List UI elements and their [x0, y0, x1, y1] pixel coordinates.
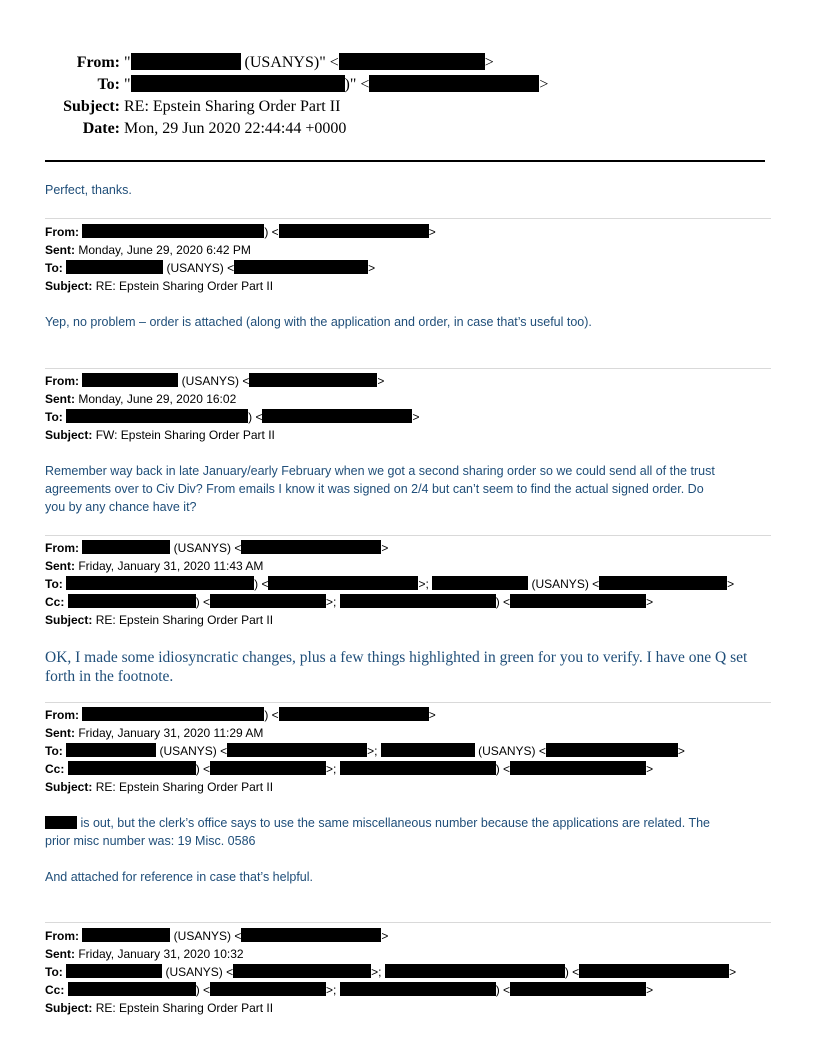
m3-sent: Sent: Friday, January 31, 2020 11:43 AM [45, 559, 264, 573]
redaction [66, 409, 248, 423]
redaction [82, 373, 178, 387]
m3-to: To: ) < >; (USANYS) < > [45, 577, 735, 591]
m2-to: To: ) < > [45, 410, 420, 424]
m2-sent: Sent: Monday, June 29, 2020 16:02 [45, 392, 237, 406]
m3-body-line-1: OK, I made some idiosyncratic changes, plus a few things highlighted in green for you to verify. I have one Q set [45, 649, 748, 666]
redaction [432, 576, 528, 590]
m3-cc: Cc: ) < >; ) < > [45, 595, 654, 609]
redaction [339, 53, 485, 70]
m4-sent: Sent: Friday, January 31, 2020 11:29 AM [45, 726, 264, 740]
m5-from: From: (USANYS) < > [45, 929, 389, 943]
redaction [262, 409, 412, 423]
m5-subject: Subject: RE: Epstein Sharing Order Part II [45, 1001, 274, 1015]
subject-label: Subject: [63, 98, 120, 115]
m2-body-line-1: Remember way back in late January/early February when we got a second sharing order so we could send all of the trust [45, 464, 715, 478]
redaction [369, 75, 539, 92]
redaction [82, 224, 264, 238]
redaction [210, 982, 326, 996]
message-separator [45, 535, 771, 536]
redaction [340, 761, 496, 775]
redaction [510, 594, 646, 608]
redaction [68, 761, 196, 775]
redaction [66, 964, 162, 978]
redaction [241, 540, 381, 554]
header-subject [0, 96, 340, 118]
redaction [340, 594, 496, 608]
redaction [227, 743, 367, 757]
m4-body-line-1: is out, but the clerk’s office says to use the same miscellaneous number because the applications are related. The [45, 814, 775, 832]
redaction [82, 928, 170, 942]
redaction [66, 260, 163, 274]
redaction [579, 964, 729, 978]
header-divider [45, 160, 765, 162]
m4-from: From: ) < > [45, 708, 436, 722]
redaction [68, 982, 196, 996]
redaction [210, 761, 326, 775]
to-label: To: [97, 76, 120, 93]
redaction [131, 75, 345, 92]
m3-from: From: (USANYS) < > [45, 541, 389, 555]
message-separator [45, 922, 771, 923]
message-separator [45, 218, 771, 219]
redaction [66, 743, 156, 757]
redaction [45, 816, 77, 829]
m2-body-line-3: you by any chance have it? [45, 500, 197, 514]
m2-subject: Subject: FW: Epstein Sharing Order Part II [45, 428, 275, 442]
m4-cc: Cc: ) < >; ) < > [45, 762, 654, 776]
m4-to: To: (USANYS) < >; (USANYS) < > [45, 744, 685, 758]
m2-body-line-2: agreements over to Civ Div? From emails I know it was signed on 2/4 but can’t seem to find the actual signed order. Do [45, 482, 704, 496]
redaction [279, 224, 429, 238]
m4-body-line-3: And attached for reference in case that’s helpful. [45, 870, 313, 884]
m5-sent: Sent: Friday, January 31, 2020 10:32 [45, 947, 244, 961]
m1-body: Yep, no problem – order is attached (along with the application and order, in case that’s useful too). [45, 315, 592, 329]
redaction [599, 576, 727, 590]
message-separator [45, 702, 771, 703]
header-from: From: " (USANYS)" < > [0, 52, 494, 74]
redaction [131, 53, 241, 70]
redaction [241, 928, 381, 942]
redaction [233, 964, 371, 978]
redaction [68, 594, 196, 608]
header-date [0, 118, 346, 140]
from-label: From: [76, 54, 120, 71]
redaction [340, 982, 496, 996]
m3-body-line-2: forth in the footnote. [45, 668, 174, 685]
m5-to: To: (USANYS) < >; ) < > [45, 965, 737, 979]
redaction [66, 576, 254, 590]
m2-from: From: (USANYS) < > [45, 374, 385, 388]
m1-to: To: (USANYS) < > [45, 261, 376, 275]
redaction [210, 594, 326, 608]
redaction [82, 707, 264, 721]
m5-cc: Cc: ) < >; ) < > [45, 983, 654, 997]
reply-body: Perfect, thanks. [45, 183, 132, 197]
redaction [510, 761, 646, 775]
redaction [268, 576, 418, 590]
m3-subject: Subject: RE: Epstein Sharing Order Part II [45, 613, 274, 627]
m1-subject: Subject: RE: Epstein Sharing Order Part II [45, 279, 274, 293]
m1-sent: Sent: Monday, June 29, 2020 6:42 PM [45, 243, 251, 257]
m4-subject: Subject: RE: Epstein Sharing Order Part II [45, 780, 274, 794]
date-label: Date: [82, 120, 120, 137]
redaction [381, 743, 475, 757]
redaction [510, 982, 646, 996]
redaction [82, 540, 170, 554]
redaction [249, 373, 377, 387]
date-value: Mon, 29 Jun 2020 22:44:44 +0000 [124, 120, 347, 137]
subject-value: RE: Epstein Sharing Order Part II [124, 98, 341, 115]
redaction [234, 260, 368, 274]
m1-from: From: ) < > [45, 225, 436, 239]
redaction [546, 743, 678, 757]
redaction [279, 707, 429, 721]
m4-body-line-2: prior misc number was: 19 Misc. 0586 [45, 834, 256, 848]
redaction [385, 964, 565, 978]
header-to: To: " )" < > [0, 74, 548, 96]
message-separator [45, 368, 771, 369]
